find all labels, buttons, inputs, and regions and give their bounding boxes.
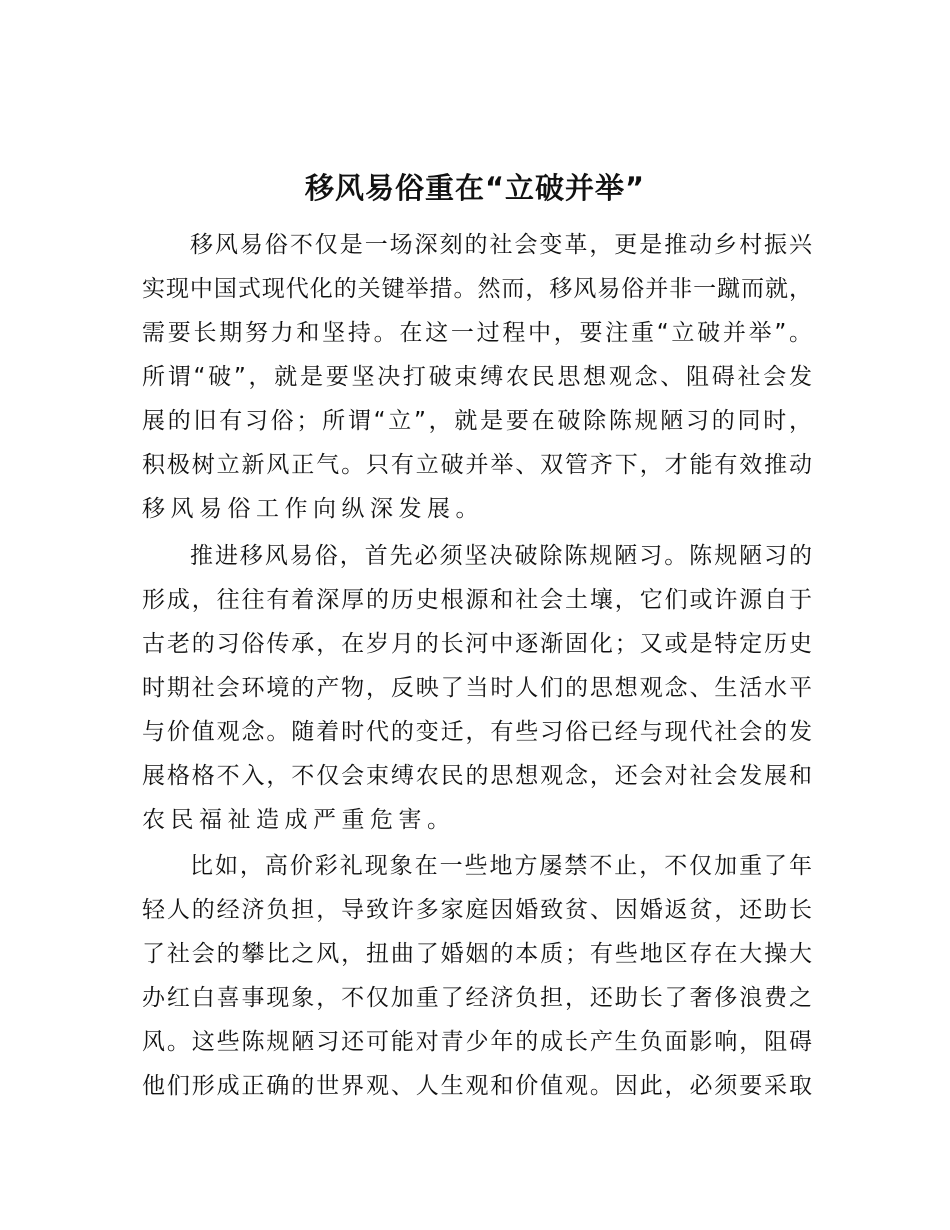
text-line: 推进移风易俗，首先必须坚决破除陈规陋习。陈规陋习的	[190, 543, 812, 569]
text-line: 了社会的攀比之风，扭曲了婚姻的本质；有些地区存在大操大	[142, 941, 812, 967]
paragraph-3	[142, 844, 812, 1108]
text-line: 与价值观念。随着时代的变迁，有些习俗已经与现代社会的发	[142, 719, 812, 745]
text-line: 办红白喜事现象，不仅加重了经济负担，还助长了奢侈浪费之	[142, 985, 812, 1011]
text-line: 风。这些陈规陋习还可能对青少年的成长产生负面影响，阻碍	[142, 1029, 812, 1055]
paragraph-2	[142, 534, 812, 842]
text-line: 展的旧有习俗；所谓“立”，就是要在破除陈规陋习的同时，	[142, 408, 812, 434]
text-line: 比如，高价彩礼现象在一些地方屡禁不止，不仅加重了年	[190, 853, 812, 879]
text-line: 形成，往往有着深厚的历史根源和社会土壤，它们或许源自于	[142, 587, 812, 613]
text-line: 农民福祉造成严重危害。	[142, 807, 456, 833]
text-line: 时期社会环境的产物，反映了当时人们的思想观念、生活水平	[142, 675, 812, 701]
text-line: 轻人的经济负担，导致许多家庭因婚致贫、因婚返贫，还助长	[142, 897, 812, 923]
text-line: 移风易俗不仅是一场深刻的社会变革，更是推动乡村振兴	[190, 232, 812, 258]
document-title: 移风易俗重在“立破并举”	[304, 171, 646, 205]
text-line: 实现中国式现代化的关键举措。然而，移风易俗并非一蹴而就，	[142, 276, 812, 302]
text-line: 所谓“破”，就是要坚决打破束缚农民思想观念、阻碍社会发	[142, 364, 812, 390]
text-line: 积极树立新风正气。只有立破并举、双管齐下，才能有效推动	[142, 452, 812, 478]
text-line: 需要长期努力和坚持。在这一过程中，要注重“立破并举”。	[142, 320, 812, 346]
text-line: 展格格不入，不仅会束缚农民的思想观念，还会对社会发展和	[142, 763, 812, 789]
text-line: 他们形成正确的世界观、人生观和价值观。因此，必须要采取	[142, 1073, 812, 1099]
text-line: 移风易俗工作向纵深发展。	[142, 496, 484, 522]
text-line: 古老的习俗传承，在岁月的长河中逐渐固化；又或是特定历史	[142, 631, 812, 657]
paragraph-1	[142, 223, 812, 531]
